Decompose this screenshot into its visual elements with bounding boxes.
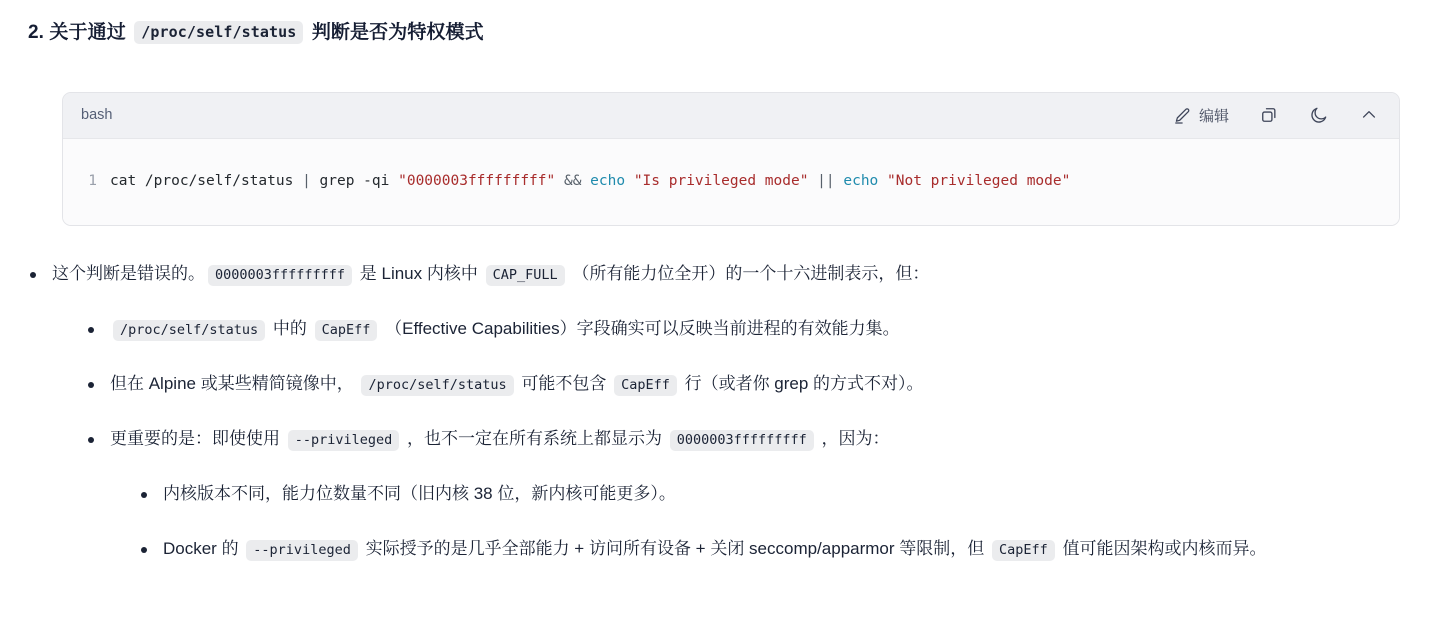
code-token-string: "Not privileged mode": [887, 172, 1071, 189]
inline-code: --privileged: [246, 540, 358, 561]
list-item: [141, 532, 1400, 567]
text-segment: （Effective Capabilities）字段确实可以反映当前进程的有效能力集。: [380, 319, 900, 339]
inline-code: --privileged: [288, 430, 400, 451]
list-item-content: [163, 532, 1400, 567]
code-body: [63, 139, 1399, 226]
code-token-operator: |: [302, 172, 320, 189]
bullet-marker: [88, 437, 94, 443]
text-segment: 2. 关于通过: [28, 22, 132, 43]
code-token-builtin: echo: [590, 172, 626, 189]
inline-code: /proc/self/status: [361, 375, 513, 396]
text-segment: 可能不包含: [516, 374, 612, 394]
text-segment: 判断是否为特权模式: [306, 22, 484, 43]
text-segment: 更重要的是：即使使用: [110, 428, 285, 448]
theme-toggle-button[interactable]: [1307, 103, 1331, 127]
chevron-up-icon: [1359, 105, 1379, 125]
code-token-plain: [625, 173, 634, 189]
text-segment: ，也不一定在所有系统上都显示为: [402, 428, 667, 448]
text-segment: 行（或者你 grep 的方式不对）。: [679, 374, 924, 394]
code-token-string: "0000003fffffffff": [398, 172, 556, 189]
list-item-content: [163, 477, 1400, 512]
collapse-button[interactable]: [1357, 103, 1381, 127]
pencil-icon: [1173, 106, 1192, 125]
edit-button-label: 编辑: [1198, 107, 1229, 125]
code-token-operator: &&: [555, 172, 591, 189]
code-token-builtin: echo: [843, 172, 879, 189]
edit-button[interactable]: [1171, 103, 1231, 128]
bullet-marker: [141, 492, 147, 498]
text-segment: 这个判断是错误的。: [52, 264, 205, 284]
code-language-label: bash: [81, 107, 113, 124]
list-item: [88, 422, 1400, 457]
inline-code: CapEff: [992, 540, 1055, 561]
list-item: [30, 257, 1400, 292]
bullet-marker: [88, 382, 94, 388]
inline-code: CAP_FULL: [486, 265, 565, 286]
inline-code: 0000003fffffffff: [670, 430, 814, 451]
inline-code: CapEff: [315, 320, 378, 341]
copy-button[interactable]: [1257, 103, 1281, 127]
list-item-content: [110, 312, 1400, 347]
code-block: [62, 92, 1400, 227]
text-segment: 中的: [268, 319, 312, 339]
text-segment: （所有能力位全开）的一个十六进制表示，但：: [567, 264, 930, 284]
inline-code: 0000003fffffffff: [208, 265, 352, 286]
moon-icon: [1309, 105, 1329, 125]
bullet-marker: [141, 547, 147, 553]
list-item: [88, 312, 1400, 347]
list-item-content: [52, 257, 1400, 292]
code-token-plain: grep -qi: [319, 172, 399, 189]
text-segment: 但在 Alpine 或某些精简镜像中，: [110, 374, 359, 394]
text-segment: 内核版本不同，能力位数量不同（旧内核 38 位，新内核可能更多）。: [163, 483, 676, 503]
code-token-string: "Is privileged mode": [633, 172, 809, 189]
text-segment: ，因为：: [816, 428, 890, 448]
text-segment: Docker 的: [163, 538, 244, 558]
list-item-content: [110, 367, 1400, 402]
code-actions: [1171, 103, 1381, 128]
text-segment: 实际授予的是几乎全部能力 + 访问所有设备 + 关闭 seccomp/apparmor 等限制，但: [360, 538, 989, 558]
bullet-marker: [30, 272, 36, 278]
inline-code: /proc/self/status: [134, 21, 303, 44]
inline-code: CapEff: [614, 375, 677, 396]
code-token-operator: ||: [808, 172, 844, 189]
list-item: [88, 367, 1400, 402]
bullet-list: [28, 257, 1400, 566]
code-line: [79, 171, 1381, 193]
inline-code: /proc/self/status: [113, 320, 265, 341]
code-block-header: [63, 93, 1399, 139]
text-segment: 是 Linux 内核中: [355, 264, 483, 284]
line-number: 1: [88, 172, 97, 189]
copy-icon: [1259, 105, 1279, 125]
list-item-content: [110, 422, 1400, 457]
bullet-marker: [88, 327, 94, 333]
section-heading: [28, 20, 1400, 47]
text-segment: 值可能因架构或内核而异。: [1057, 538, 1267, 558]
list-item: [141, 477, 1400, 512]
code-token-plain: cat /proc/self/status: [110, 172, 303, 189]
code-token-plain: [878, 173, 887, 189]
